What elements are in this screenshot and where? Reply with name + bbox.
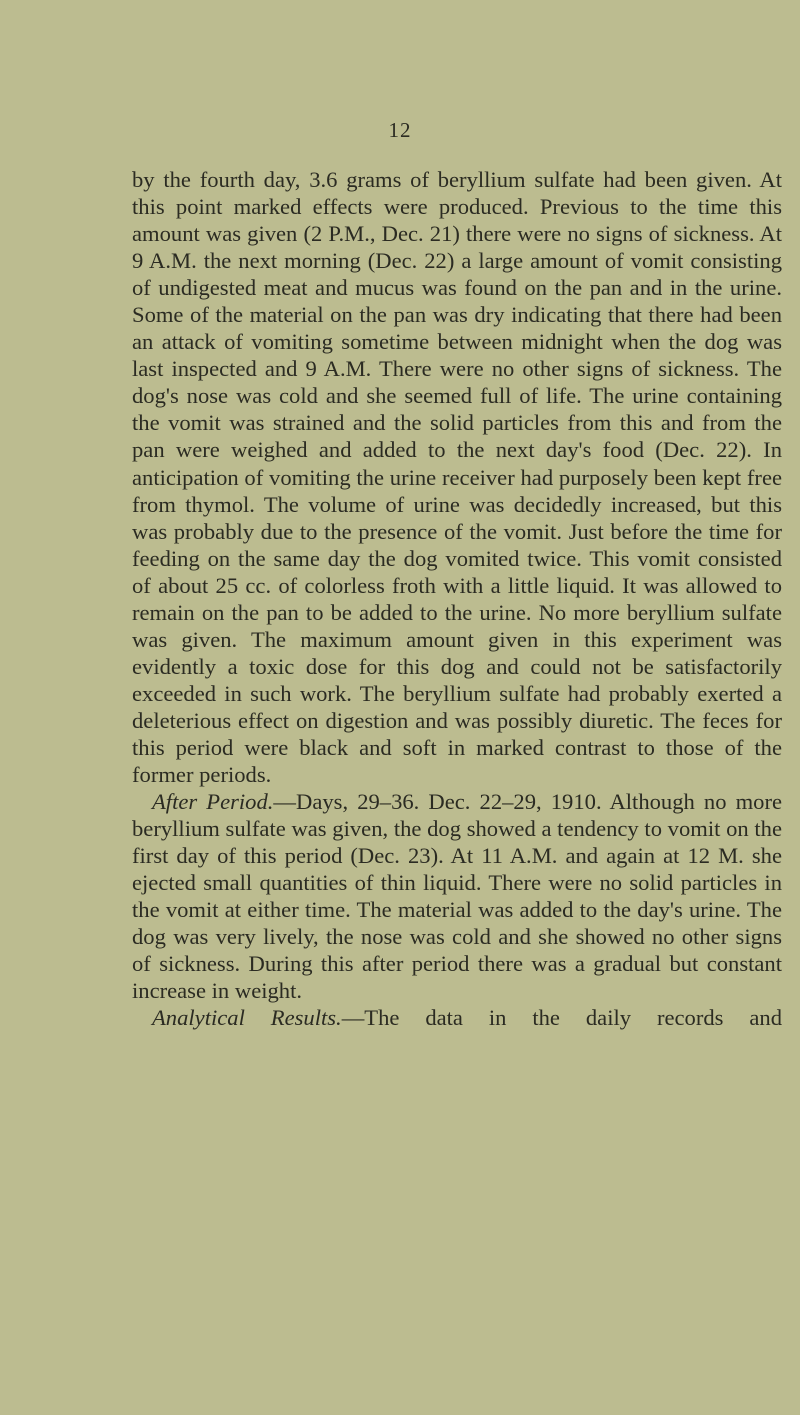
page-number: 12 [388, 118, 412, 142]
paragraph-analytical-results [132, 1004, 782, 1031]
body-text [132, 166, 782, 1032]
paragraph-after-period [132, 788, 782, 1004]
paragraph-vomiting-effects [132, 166, 782, 788]
paragraph-text: by the fourth day, 3.6 grams of beryllium sulfate had been given. At this point marked effects were produced. Previous to the time this amount was given (2 P.M., Dec. 21) there were no signs of sickness. At 9 A.M. the next morning (Dec. 22) a large amount of vomit consisting of undigested meat and mucus was found on the pan and in the urine. Some of the material on the pan was dry indicating that there had been an attack of vomiting sometime between midnight when the dog was last inspected and 9 A.M. There were no other signs of sickness. The dog's nose was cold and she seemed full of life. The urine containing the vomit was strained and the solid particles from this and from the pan were weighed and added to the next day's food (Dec. 22). In anticipation of vomiting the urine receiver had purposely been kept free from thymol. The volume of urine was decidedly increased, but this was probably due to the presence of the vomit. Just before the time for feeding on the same day the dog vomited twice. This vomit consisted of about 25 cc. of colorless froth with a little liquid. It was allowed to remain on the pan to be added to the urine. No more beryllium sulfate was given. The maximum amount given in this experiment was evidently a toxic dose for this dog and could not be satisfactorily exceeded in such work. The beryllium sulfate had probably exerted a deleterious effect on digestion and was possibly diuretic. The feces for this period were black and soft in marked contrast to those of the former periods. [132, 167, 782, 788]
paragraph-lead: After Period. [152, 789, 274, 815]
paragraph-text: —The data in the daily records and [341, 1005, 782, 1031]
paragraph-text: —Days, 29–36. Dec. 22–29, 1910. Although no more beryllium sulfate was given, the dog showed a tendency to vomit on the first day of this period (Dec. 23). At 11 A.M. and again at 12 M. she ejected small quantities of thin liquid. There were no solid particles in the vomit at either time. The material was added to the day's urine. The dog was very lively, the nose was cold and she showed no other signs of sickness. During this after period there was a gradual but constant increase in weight. [132, 789, 783, 1004]
paragraph-lead: Analytical Results. [152, 1005, 342, 1031]
